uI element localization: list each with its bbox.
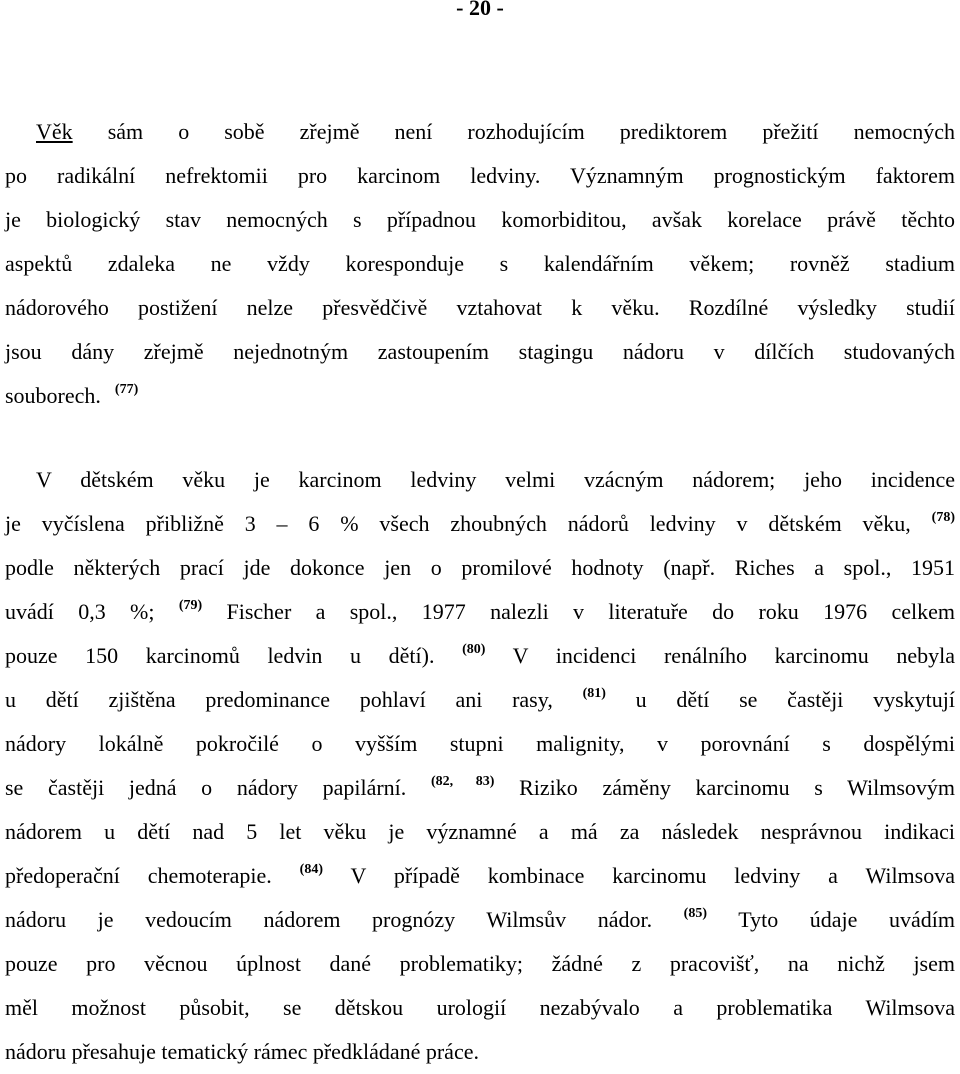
text-line xyxy=(5,766,955,810)
text-line: nádorem u dětí nad 5 let věku je významné a má za následek nesprávnou indikaci xyxy=(5,819,955,844)
text-line: V dětském věku je karcinom ledviny velmi vzácným nádorem; jeho incidence xyxy=(36,467,955,492)
underlined-word: Věk xyxy=(36,119,73,144)
line-text: uvádí 0,3 %; xyxy=(5,599,155,624)
line-text: souborech. xyxy=(5,383,101,408)
line-text: u dětí se častěji vyskytují xyxy=(605,687,956,712)
text-line xyxy=(5,898,955,942)
text-line: aspektů zdaleka ne vždy koresponduje s kalendářním věkem; rovněž stadium xyxy=(5,251,955,276)
line-text: se častěji jedná o nádory papilární. xyxy=(5,775,407,800)
text-line: je biologický stav nemocných s případnou komorbiditou, avšak korelace právě těchto xyxy=(5,207,955,232)
line-text: sám o sobě zřejmě není rozhodujícím prediktorem přežití nemocných xyxy=(72,119,955,144)
text-line: nádoru přesahuje tematický rámec předkládané práce. xyxy=(5,1039,479,1064)
citation-ref: (79) xyxy=(178,598,203,613)
page-number: - 20 - xyxy=(456,0,504,20)
line-text: nádoru je vedoucím nádorem prognózy Wilmsův nádor. xyxy=(5,907,653,932)
text-line xyxy=(5,678,955,722)
line-text: je vyčíslena přibližně 3 – 6 % všech zhoubných nádorů ledviny v dětském věku, xyxy=(5,511,911,536)
line-text: Fischer a spol., 1977 nalezli v literatuře do roku 1976 celkem xyxy=(202,599,955,624)
line-text: předoperační chemoterapie. xyxy=(5,863,272,888)
text-line xyxy=(5,374,955,418)
citation-ref: (85) xyxy=(683,906,707,921)
text-line xyxy=(5,502,955,546)
text-line: nádorového postižení nelze přesvědčivě vztahovat k věku. Rozdílné výsledky studií xyxy=(5,295,955,320)
line-text: Tyto údaje uvádím xyxy=(707,907,956,932)
text-line: nádory lokálně pokročilé o vyšším stupni malignity, v porovnání s dospělými xyxy=(5,731,955,756)
text-line: pouze pro věcnou úplnost dané problematiky; žádné z pracovišť, na nichž jsem xyxy=(5,951,955,976)
citation-ref: (84) xyxy=(299,862,323,877)
text-line xyxy=(5,634,955,678)
text-line: jsou dány zřejmě nejednotným zastoupením stagingu nádoru v dílčích studovaných xyxy=(5,339,955,364)
line-text: pouze 150 karcinomů ledvin u dětí). xyxy=(5,643,435,668)
text-line xyxy=(36,110,955,154)
line-text: V případě kombinace karcinomu ledviny a Wilmsova xyxy=(322,863,955,888)
text-line: podle některých prací jde dokonce jen o promilové hodnoty (např. Riches a spol., 1951 xyxy=(5,555,955,580)
text-line xyxy=(5,854,955,898)
line-text: Riziko záměny karcinomu s Wilmsovým xyxy=(494,775,955,800)
citation-ref: (81) xyxy=(582,686,606,701)
citation-ref: (77) xyxy=(114,382,139,397)
text-line xyxy=(5,590,955,634)
text-line: po radikální nefrektomii pro karcinom ledviny. Významným prognostickým faktorem xyxy=(5,163,955,188)
line-text: V incidenci renálního karcinomu nebyla xyxy=(485,643,956,668)
line-text: u dětí zjištěna predominance pohlaví ani rasy, xyxy=(5,687,553,712)
citation-ref: (82, 83) xyxy=(430,774,495,789)
text-line: měl možnost působit, se dětskou urologií nezabývalo a problematika Wilmsova xyxy=(5,995,955,1020)
citation-ref: (78) xyxy=(931,510,955,525)
citation-ref: (80) xyxy=(462,642,486,657)
